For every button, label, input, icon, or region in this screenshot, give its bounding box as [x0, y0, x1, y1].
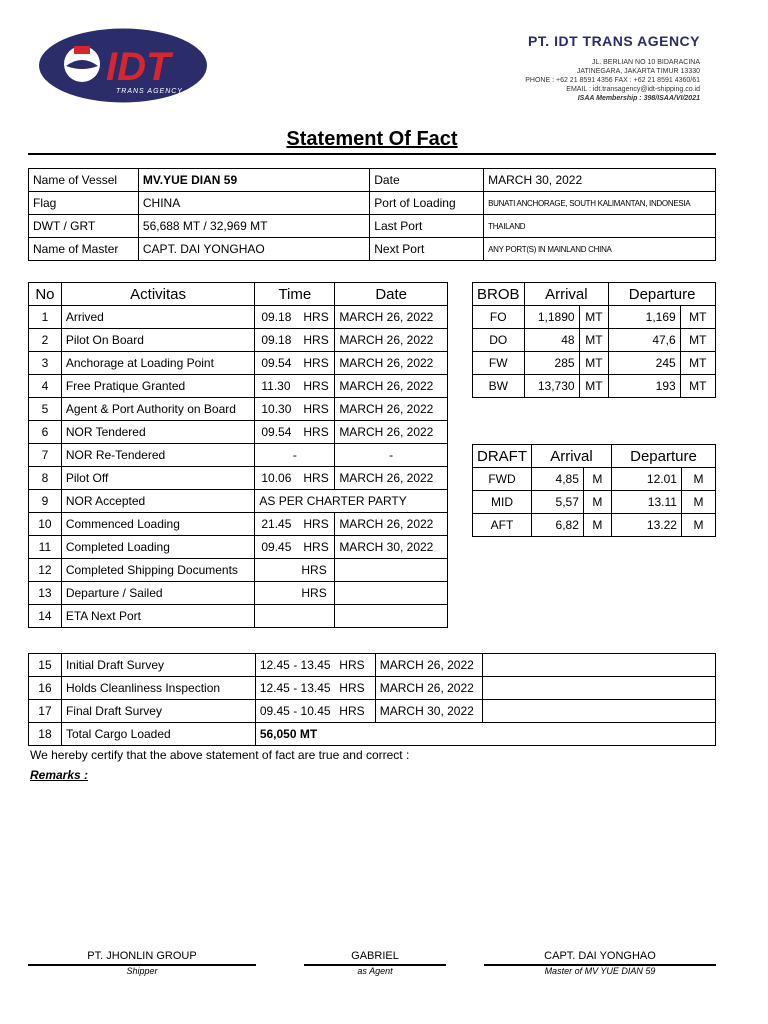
- activity-name: Pilot Off: [61, 467, 255, 490]
- activity-name: Final Draft Survey: [61, 700, 255, 723]
- time-value: 09.54: [261, 425, 292, 439]
- time-value: 09.45: [261, 540, 292, 554]
- signature-name: CAPT. DAI YONGHAO: [544, 950, 656, 962]
- field-label: Flag: [29, 192, 139, 215]
- empty-cell: [482, 677, 715, 700]
- arrival-value: 285: [524, 352, 579, 375]
- table-row: [29, 467, 448, 490]
- table-row: [29, 582, 448, 605]
- activity-date: MARCH 30, 2022: [335, 536, 448, 559]
- table-row: [29, 192, 716, 215]
- activity-date: MARCH 26, 2022: [375, 677, 482, 700]
- activity-date: MARCH 26, 2022: [335, 352, 448, 375]
- arrival-value: 13,730: [524, 375, 579, 398]
- draft-table: [472, 444, 716, 537]
- row-key: FWD: [473, 468, 532, 491]
- field-label: Date: [370, 169, 484, 192]
- activity-date: MARCH 26, 2022: [335, 306, 448, 329]
- row-number: 10: [29, 513, 62, 536]
- table-row: [29, 605, 448, 628]
- table-row: [29, 329, 448, 352]
- row-number: 18: [29, 723, 62, 746]
- activity-name: ETA Next Port: [61, 605, 255, 628]
- table-row: [29, 677, 716, 700]
- signature-agent: [304, 950, 446, 976]
- activity-name: NOR Accepted: [61, 490, 255, 513]
- vessel-info-table: [28, 168, 716, 261]
- row-key: BW: [473, 375, 525, 398]
- departure-value: 47,6: [609, 329, 680, 352]
- arrival-unit: MT: [579, 329, 609, 352]
- activities-table: [28, 282, 448, 628]
- departure-value: 1,169: [609, 306, 680, 329]
- activity-time: [255, 467, 335, 490]
- arrival-value: 1,1890: [524, 306, 579, 329]
- activity-name: Departure / Sailed: [61, 582, 255, 605]
- activity-name: Anchorage at Loading Point: [61, 352, 255, 375]
- activity-date: MARCH 26, 2022: [335, 329, 448, 352]
- time-unit: HRS: [335, 677, 375, 700]
- activity-date: -: [335, 444, 448, 467]
- activity-date: MARCH 26, 2022: [335, 375, 448, 398]
- activity-name: Completed Loading: [61, 536, 255, 559]
- activity-name: Initial Draft Survey: [61, 654, 255, 677]
- time-unit: HRS: [301, 563, 327, 577]
- activity-name: Holds Cleanliness Inspection: [61, 677, 255, 700]
- row-number: 8: [29, 467, 62, 490]
- activity-time: 12.45 - 13.45: [255, 654, 335, 677]
- time-unit: HRS: [301, 586, 327, 600]
- activity-time: [255, 375, 335, 398]
- arrival-unit: MT: [579, 375, 609, 398]
- activity-date: MARCH 26, 2022: [335, 398, 448, 421]
- table-row: [29, 723, 716, 746]
- table-row: [29, 513, 448, 536]
- time-unit: HRS: [303, 540, 329, 554]
- empty-cell: [482, 654, 715, 677]
- col-activitas: Activitas: [61, 283, 255, 306]
- isaa-line: ISAA Membership : 398/ISAA/VI/2021: [577, 95, 700, 102]
- arrival-unit: MT: [579, 306, 609, 329]
- field-label: Next Port: [370, 238, 484, 261]
- table-row: [29, 352, 448, 375]
- table-row: [29, 306, 448, 329]
- table-row: [473, 375, 716, 398]
- field-value: MV.YUE DIAN 59: [138, 169, 369, 192]
- row-number: 2: [29, 329, 62, 352]
- row-number: 14: [29, 605, 62, 628]
- departure-unit: MT: [680, 375, 715, 398]
- table-row: [473, 352, 716, 375]
- signature-name: GABRIEL: [351, 950, 399, 962]
- table-row: [29, 169, 716, 192]
- activity-date: MARCH 30, 2022: [375, 700, 482, 723]
- field-label: Last Port: [370, 215, 484, 238]
- field-value: CHINA: [138, 192, 369, 215]
- arrival-unit: M: [583, 468, 611, 491]
- field-value: MARCH 30, 2022: [484, 169, 716, 192]
- activity-date: [335, 559, 448, 582]
- activity-date: [335, 605, 448, 628]
- activity-name: NOR Tendered: [61, 421, 255, 444]
- table-row: [473, 514, 716, 537]
- row-number: 6: [29, 421, 62, 444]
- table-row: [29, 536, 448, 559]
- activity-name: Total Cargo Loaded: [61, 723, 255, 746]
- signature-role: Shipper: [126, 966, 158, 976]
- time-unit: HRS: [303, 356, 329, 370]
- table-row: [473, 468, 716, 491]
- field-value: THAILAND: [484, 215, 716, 238]
- row-number: 12: [29, 559, 62, 582]
- row-key: FO: [473, 306, 525, 329]
- row-number: 11: [29, 536, 62, 559]
- table-row: [29, 490, 448, 513]
- row-number: 9: [29, 490, 62, 513]
- activity-name: Agent & Port Authority on Board: [61, 398, 255, 421]
- arrival-unit: MT: [579, 352, 609, 375]
- draft-departure-header: Departure: [611, 445, 715, 468]
- activity-name: Free Pratique Granted: [61, 375, 255, 398]
- activity-time: [255, 352, 335, 375]
- departure-unit: M: [681, 468, 715, 491]
- table-row: [29, 215, 716, 238]
- activity-time: [255, 398, 335, 421]
- activity-time: [255, 605, 335, 628]
- departure-unit: MT: [680, 329, 715, 352]
- departure-unit: MT: [680, 352, 715, 375]
- activity-time: [255, 306, 335, 329]
- time-value: 09.54: [261, 356, 292, 370]
- col-no: No: [29, 283, 62, 306]
- remarks-label: Remarks :: [30, 768, 89, 782]
- table-row: [29, 375, 448, 398]
- time-unit: HRS: [303, 471, 329, 485]
- draft-header: DRAFT: [473, 445, 532, 468]
- table-row: [29, 421, 448, 444]
- field-label: Port of Loading: [370, 192, 484, 215]
- title-divider: [28, 153, 716, 155]
- time-unit: HRS: [303, 310, 329, 324]
- logo-emblem-icon: [38, 28, 208, 103]
- time-unit: HRS: [335, 654, 375, 677]
- activity-date: MARCH 26, 2022: [335, 513, 448, 536]
- certify-statement: We hereby certify that the above statement of fact are true and correct :: [30, 748, 410, 762]
- empty-cell: [482, 700, 715, 723]
- arrival-value: 4,85: [532, 468, 584, 491]
- row-number: 3: [29, 352, 62, 375]
- document-title: Statement Of Fact: [286, 128, 458, 150]
- activity-time: [255, 513, 335, 536]
- field-value: ANY PORT(S) IN MAINLAND CHINA: [484, 238, 716, 261]
- field-value: 56,688 MT / 32,969 MT: [138, 215, 369, 238]
- email-line: EMAIL : idt.transagency@idt-shipping.co.id: [566, 86, 700, 93]
- row-number: 5: [29, 398, 62, 421]
- activity-time: [255, 329, 335, 352]
- arrival-value: 48: [524, 329, 579, 352]
- table-row: [473, 329, 716, 352]
- table-row: [473, 306, 716, 329]
- signature-role: Master of MV YUE DIAN 59: [544, 966, 656, 976]
- company-address: [380, 58, 700, 103]
- company-logo: [38, 28, 208, 103]
- activity-date: MARCH 26, 2022: [375, 654, 482, 677]
- activity-time: [255, 582, 335, 605]
- row-key: FW: [473, 352, 525, 375]
- departure-value: 13.11: [611, 491, 681, 514]
- row-key: DO: [473, 329, 525, 352]
- row-number: 17: [29, 700, 62, 723]
- arrival-unit: M: [583, 491, 611, 514]
- arrival-value: 6,82: [532, 514, 584, 537]
- departure-value: 245: [609, 352, 680, 375]
- signature-name: PT. JHONLIN GROUP: [87, 950, 197, 962]
- activity-name: Arrived: [61, 306, 255, 329]
- time-value: 09.18: [261, 333, 292, 347]
- row-key: MID: [473, 491, 532, 514]
- departure-value: 193: [609, 375, 680, 398]
- row-number: 16: [29, 677, 62, 700]
- field-value: CAPT. DAI YONGHAO: [138, 238, 369, 261]
- row-number: 7: [29, 444, 62, 467]
- table-row: [29, 654, 716, 677]
- brob-arrival-header: Arrival: [524, 283, 609, 306]
- activity-time: 09.45 - 10.45: [255, 700, 335, 723]
- logo-text: IDT: [106, 45, 171, 89]
- time-value: 10.30: [261, 402, 292, 416]
- draft-arrival-header: Arrival: [532, 445, 612, 468]
- arrival-unit: M: [583, 514, 611, 537]
- departure-unit: M: [681, 491, 715, 514]
- activity-name: NOR Re-Tendered: [61, 444, 255, 467]
- field-label: Name of Vessel: [29, 169, 139, 192]
- activity-date: MARCH 26, 2022: [335, 421, 448, 444]
- departure-value: 12.01: [611, 468, 681, 491]
- time-value: 11.30: [261, 379, 291, 393]
- time-unit: HRS: [303, 333, 329, 347]
- brob-departure-header: Departure: [609, 283, 716, 306]
- total-value: 56,050 MT: [255, 723, 715, 746]
- field-value: BUNATI ANCHORAGE, SOUTH KALIMANTAN, INDONESIA: [484, 192, 716, 215]
- activity-name: Completed Shipping Documents: [61, 559, 255, 582]
- col-date: Date: [335, 283, 448, 306]
- departure-value: 13.22: [611, 514, 681, 537]
- activity-time: AS PER CHARTER PARTY: [255, 490, 448, 513]
- row-number: 1: [29, 306, 62, 329]
- address-line-2: JATINEGARA, JAKARTA TIMUR 13330: [576, 68, 700, 75]
- row-number: 13: [29, 582, 62, 605]
- brob-header: BROB: [473, 283, 525, 306]
- logo-subtext: TRANS AGENCY: [116, 88, 183, 95]
- phone-line: PHONE : +62 21 8591 4356 FAX : +62 21 8591 4360/61: [525, 77, 700, 84]
- survey-table: [28, 653, 716, 746]
- activity-time: [255, 559, 335, 582]
- time-value: 10.06: [261, 471, 292, 485]
- activity-date: [335, 582, 448, 605]
- col-time: Time: [255, 283, 335, 306]
- table-row: [473, 491, 716, 514]
- activity-time: -: [255, 444, 335, 467]
- time-unit: HRS: [335, 700, 375, 723]
- table-row: [29, 444, 448, 467]
- row-number: 4: [29, 375, 62, 398]
- signature-master: [484, 950, 716, 976]
- row-key: AFT: [473, 514, 532, 537]
- time-unit: HRS: [303, 379, 329, 393]
- brob-table: [472, 282, 716, 398]
- time-value: 21.45: [261, 517, 292, 531]
- field-label: Name of Master: [29, 238, 139, 261]
- address-line-1: JL. BERLIAN NO 10 BIDARACINA: [591, 59, 700, 66]
- table-row: [29, 398, 448, 421]
- table-row: [29, 559, 448, 582]
- activity-date: MARCH 26, 2022: [335, 467, 448, 490]
- time-unit: HRS: [303, 425, 329, 439]
- activity-name: Commenced Loading: [61, 513, 255, 536]
- signature-role: as Agent: [357, 966, 393, 976]
- table-row: [29, 700, 716, 723]
- activity-time: 12.45 - 13.45: [255, 677, 335, 700]
- table-row: [29, 238, 716, 261]
- row-number: 15: [29, 654, 62, 677]
- departure-unit: M: [681, 514, 715, 537]
- time-value: 09.18: [261, 310, 292, 324]
- signature-shipper: [28, 950, 256, 976]
- time-unit: HRS: [303, 517, 329, 531]
- activity-time: [255, 536, 335, 559]
- field-label: DWT / GRT: [29, 215, 139, 238]
- activity-time: [255, 421, 335, 444]
- activity-name: Pilot On Board: [61, 329, 255, 352]
- arrival-value: 5,57: [532, 491, 584, 514]
- time-unit: HRS: [303, 402, 329, 416]
- departure-unit: MT: [680, 306, 715, 329]
- company-name: PT. IDT TRANS AGENCY: [527, 33, 700, 49]
